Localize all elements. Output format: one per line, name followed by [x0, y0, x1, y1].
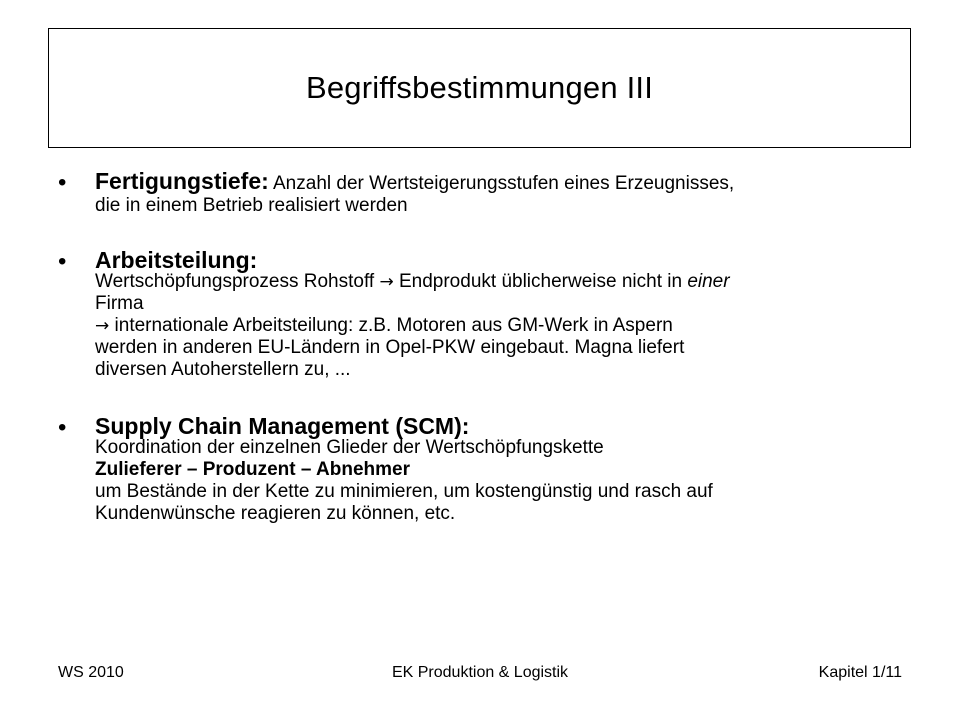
- bullet-text-line: um Bestände in der Kette zu minimieren, um kostengünstig und rasch auf: [95, 481, 713, 502]
- arrow-right-icon: →: [95, 316, 110, 336]
- bullet-arbeitsteilung: [58, 249, 918, 381]
- arrow-right-icon: →: [379, 272, 394, 292]
- bullet-text-line: Koordination der einzelnen Glieder der Wertschöpfungskette: [95, 437, 604, 458]
- bullet-text: Endprodukt üblicherweise nicht in: [393, 271, 688, 292]
- slide-title: Begriffsbestimmungen III: [305, 70, 654, 105]
- bullet-list: [58, 170, 918, 551]
- bullet-text-italic: einer: [687, 271, 730, 292]
- bullet-dot: •: [58, 248, 67, 275]
- bullet-supply-chain: [58, 415, 918, 525]
- bullet-heading: Fertigungstiefe:: [95, 168, 269, 194]
- bullet-text-line-bold: Zulieferer – Produzent – Abnehmer: [95, 459, 410, 480]
- bullet-text: internationale Arbeitsteilung: z.B. Motoren aus GM-Werk in Aspern: [109, 315, 673, 336]
- title-box: [48, 28, 911, 148]
- bullet-text-line: diversen Autoherstellern zu, ...: [95, 359, 351, 380]
- bullet-dot: •: [58, 169, 67, 196]
- bullet-dot: •: [58, 414, 67, 441]
- footer-course: EK Produktion & Logistik: [391, 664, 569, 681]
- bullet-text: Wertschöpfungsprozess Rohstoff: [95, 271, 380, 292]
- bullet-text: Anzahl der Wertsteigerungsstufen eines Erzeugnisses,: [268, 173, 735, 194]
- bullet-text-line: die in einem Betrieb realisiert werden: [95, 195, 408, 216]
- footer-semester: WS 2010: [58, 664, 124, 681]
- bullet-fertigungstiefe: [58, 170, 918, 217]
- bullet-text-line: Kundenwünsche reagieren zu können, etc.: [95, 503, 456, 524]
- footer-chapter: Kapitel 1/11: [818, 664, 902, 681]
- bullet-text-line: werden in anderen EU-Ländern in Opel-PKW eingebaut. Magna liefert: [95, 337, 685, 358]
- bullet-text-line: Firma: [95, 293, 144, 314]
- bullet-heading: Supply Chain Management (SCM):: [95, 413, 470, 439]
- bullet-heading: Arbeitsteilung:: [95, 247, 258, 273]
